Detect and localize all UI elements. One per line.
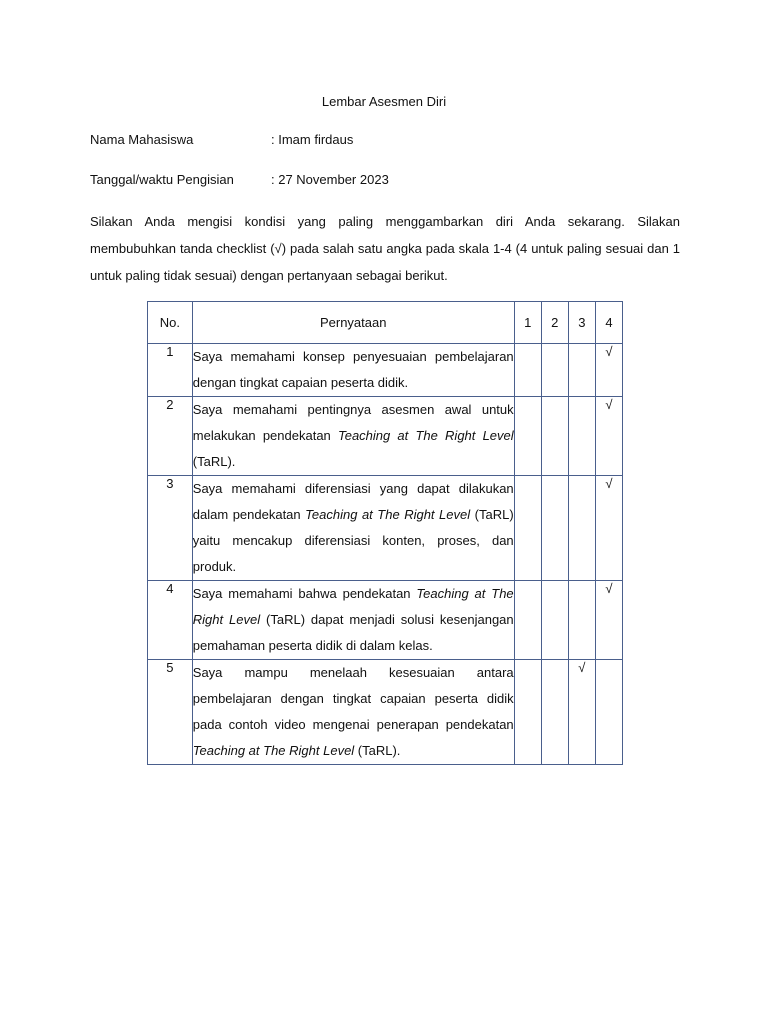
header-scale-4: 4: [595, 302, 622, 344]
statement-italic-text: Teaching at The Right Level: [305, 507, 471, 522]
scale-cell-3[interactable]: [568, 660, 595, 765]
row-number: 1: [148, 344, 193, 397]
scale-cell-4[interactable]: [595, 397, 622, 476]
checkmark: √: [605, 581, 613, 596]
scale-cell-1[interactable]: [514, 476, 541, 581]
field-fill-date: [90, 172, 389, 187]
scale-cell-2[interactable]: [541, 581, 568, 660]
row-number: 3: [148, 476, 193, 581]
statement-text: Saya memahami pentingnya asesmen awal untuk melakukan pendekatan: [192, 402, 514, 443]
statement-text: (TaRL).: [354, 743, 401, 758]
scale-cell-3[interactable]: [568, 476, 595, 581]
field-label: Tanggal/waktu Pengisian: [90, 172, 234, 187]
scale-cell-3[interactable]: [568, 397, 595, 476]
table-header-row: [148, 302, 623, 344]
statement-cell: [192, 344, 514, 397]
field-value: : 27 November 2023: [271, 172, 389, 187]
statement-text: Saya memahami bahwa pendekatan: [192, 586, 417, 601]
statement-italic-text: Teaching at The Right Level: [192, 586, 514, 627]
statement-text: (TaRL) dapat menjadi solusi kesenjangan pemahaman peserta didik di dalam kelas.: [192, 612, 514, 653]
table-row: [148, 660, 623, 765]
scale-cell-2[interactable]: [541, 397, 568, 476]
row-number: 5: [148, 660, 193, 765]
instructions-paragraph: Silakan Anda mengisi kondisi yang paling menggambarkan diri Anda sekarang. Silakan membubuhkan tanda checklist (√) pada salah satu angka pada skala 1-4 (4 untuk paling sesuai dan 1 untuk paling tidak sesuai) dengan pertanyaan sebagai berikut.: [90, 214, 680, 283]
header-scale-3: 3: [568, 302, 595, 344]
field-label: Nama Mahasiswa: [90, 132, 194, 147]
table-row: [148, 581, 623, 660]
scale-cell-2[interactable]: [541, 344, 568, 397]
checkmark: √: [578, 660, 586, 675]
checkmark: √: [605, 476, 613, 491]
scale-cell-3[interactable]: [568, 581, 595, 660]
statement-text: Saya memahami diferensiasi yang dapat dilakukan dalam pendekatan: [192, 481, 514, 522]
statement-cell: [192, 660, 514, 765]
table-row: [148, 344, 623, 397]
row-number: 2: [148, 397, 193, 476]
statement-text: Saya mampu menelaah kesesuaian antara pembelajaran dengan tingkat capaian peserta didik pada contoh video mengenai penerapan pendekatan: [192, 665, 514, 732]
scale-cell-1[interactable]: [514, 397, 541, 476]
scale-cell-3[interactable]: [568, 344, 595, 397]
scale-cell-2[interactable]: [541, 476, 568, 581]
checkmark: √: [605, 397, 613, 412]
scale-cell-1[interactable]: [514, 344, 541, 397]
statement-text: Saya memahami konsep penyesuaian pembelajaran dengan tingkat capaian peserta didik.: [192, 349, 514, 390]
scale-cell-2[interactable]: [541, 660, 568, 765]
row-number: 4: [148, 581, 193, 660]
scale-cell-4[interactable]: [595, 660, 622, 765]
scale-cell-1[interactable]: [514, 660, 541, 765]
scale-cell-4[interactable]: [595, 581, 622, 660]
statement-italic-text: Teaching at The Right Level: [337, 428, 514, 443]
header-no: No.: [148, 302, 193, 344]
document-title: Lembar Asesmen Diri: [321, 94, 447, 109]
field-value: : Imam firdaus: [271, 132, 354, 147]
scale-cell-1[interactable]: [514, 581, 541, 660]
field-student-name: [90, 132, 353, 147]
assessment-table: [147, 301, 623, 765]
header-scale-2: 2: [541, 302, 568, 344]
statement-text: (TaRL).: [192, 454, 236, 469]
header-scale-1: 1: [514, 302, 541, 344]
statement-cell: [192, 397, 514, 476]
statement-cell: [192, 581, 514, 660]
table-row: [148, 397, 623, 476]
statement-italic-text: Teaching at The Right Level: [192, 743, 355, 758]
header-statement: Pernyataan: [192, 302, 514, 344]
statement-text: (TaRL) yaitu mencakup diferensiasi konten, proses, dan produk.: [192, 507, 514, 574]
table-row: [148, 476, 623, 581]
scale-cell-4[interactable]: [595, 344, 622, 397]
statement-cell: [192, 476, 514, 581]
scale-cell-4[interactable]: [595, 476, 622, 581]
checkmark: √: [605, 344, 613, 359]
